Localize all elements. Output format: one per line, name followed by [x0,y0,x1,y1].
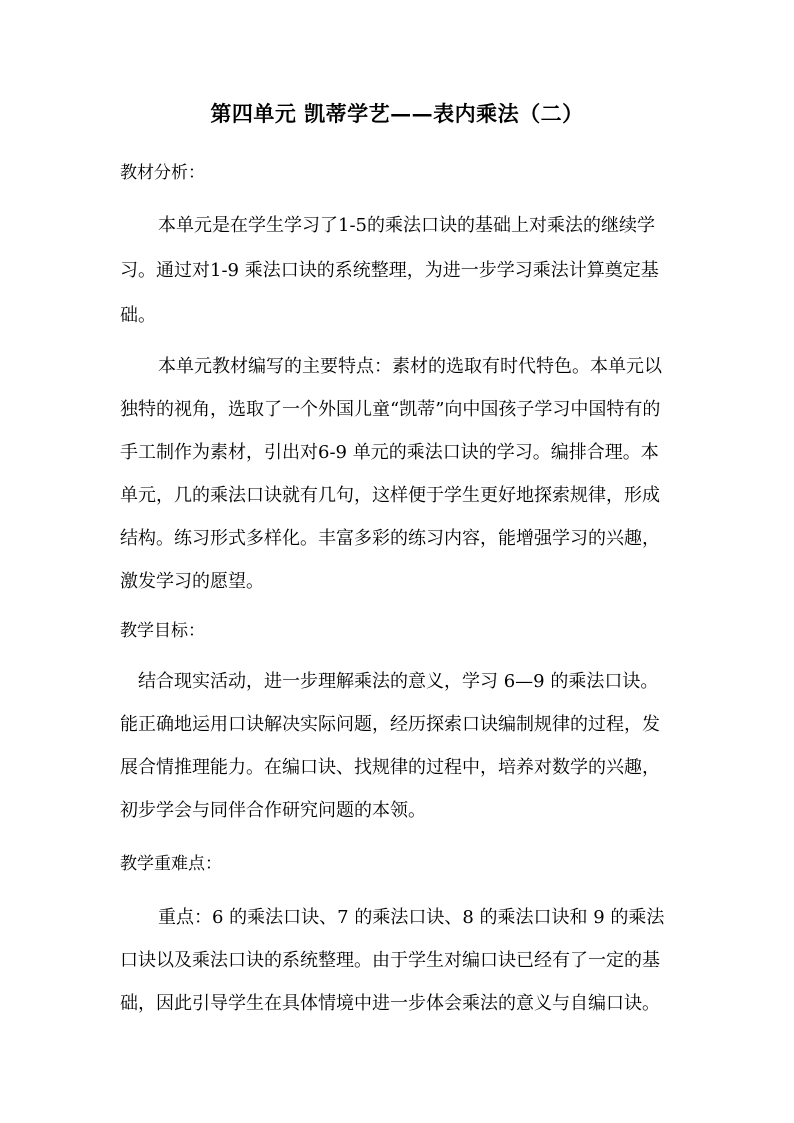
paragraph-line: 结合现实活动，进一步理解乘法的意义，学习 6—9 的乘法口诀。 [138,671,659,692]
paragraph-line: 初步学会与同伴合作研究问题的本领。 [120,800,426,821]
paragraph-line: 口诀以及乘法口诀的系统整理。由于学生对编口诀已经有了一定的基 [120,950,660,971]
paragraph-line: 础，因此引导学生在具体情境中进一步体会乘法的意义与自编口诀。 [120,993,660,1014]
document-title: 第四单元 凯蒂学艺——表内乘法（二） [210,101,584,126]
section-heading-material-analysis: 教材分析： [120,163,205,183]
paragraph-line: 本单元教材编写的主要特点：素材的选取有时代特色。本单元以 [158,356,662,377]
paragraph-line: 础。 [120,305,156,326]
paragraph-line: 能正确地运用口诀解决实际问题，经历探索口诀编制规律的过程，发 [120,714,660,735]
paragraph-line: 习。通过对1-9 乘法口诀的系统整理，为进一步学习乘法计算奠定基 [120,260,659,281]
paragraph-line: 手工制作为素材，引出对6-9 单元的乘法口诀的学习。编排合理。本 [120,442,659,463]
paragraph-line: 结构。练习形式多样化。丰富多彩的练习内容，能增强学习的兴趣， [120,528,660,549]
section-heading-teaching-goals: 教学目标： [120,621,205,641]
paragraph-line: 独特的视角，选取了一个外国儿童“凯蒂”向中国孩子学习中国特有的 [120,399,661,420]
paragraph-line: 本单元是在学生学习了1-5的乘法口诀的基础上对乘法的继续学 [158,215,655,236]
paragraph-line: 单元，几的乘法口诀就有几句，这样便于学生更好地探索规律，形成 [120,485,660,506]
paragraph-line: 重点：6 的乘法口诀、7 的乘法口诀、8 的乘法口诀和 9 的乘法 [158,907,665,928]
paragraph-line: 展合情推理能力。在编口诀、找规律的过程中，培养对数学的兴趣， [120,757,660,778]
paragraph-line: 激发学习的愿望。 [120,571,264,592]
section-heading-key-points: 教学重难点： [120,854,222,874]
